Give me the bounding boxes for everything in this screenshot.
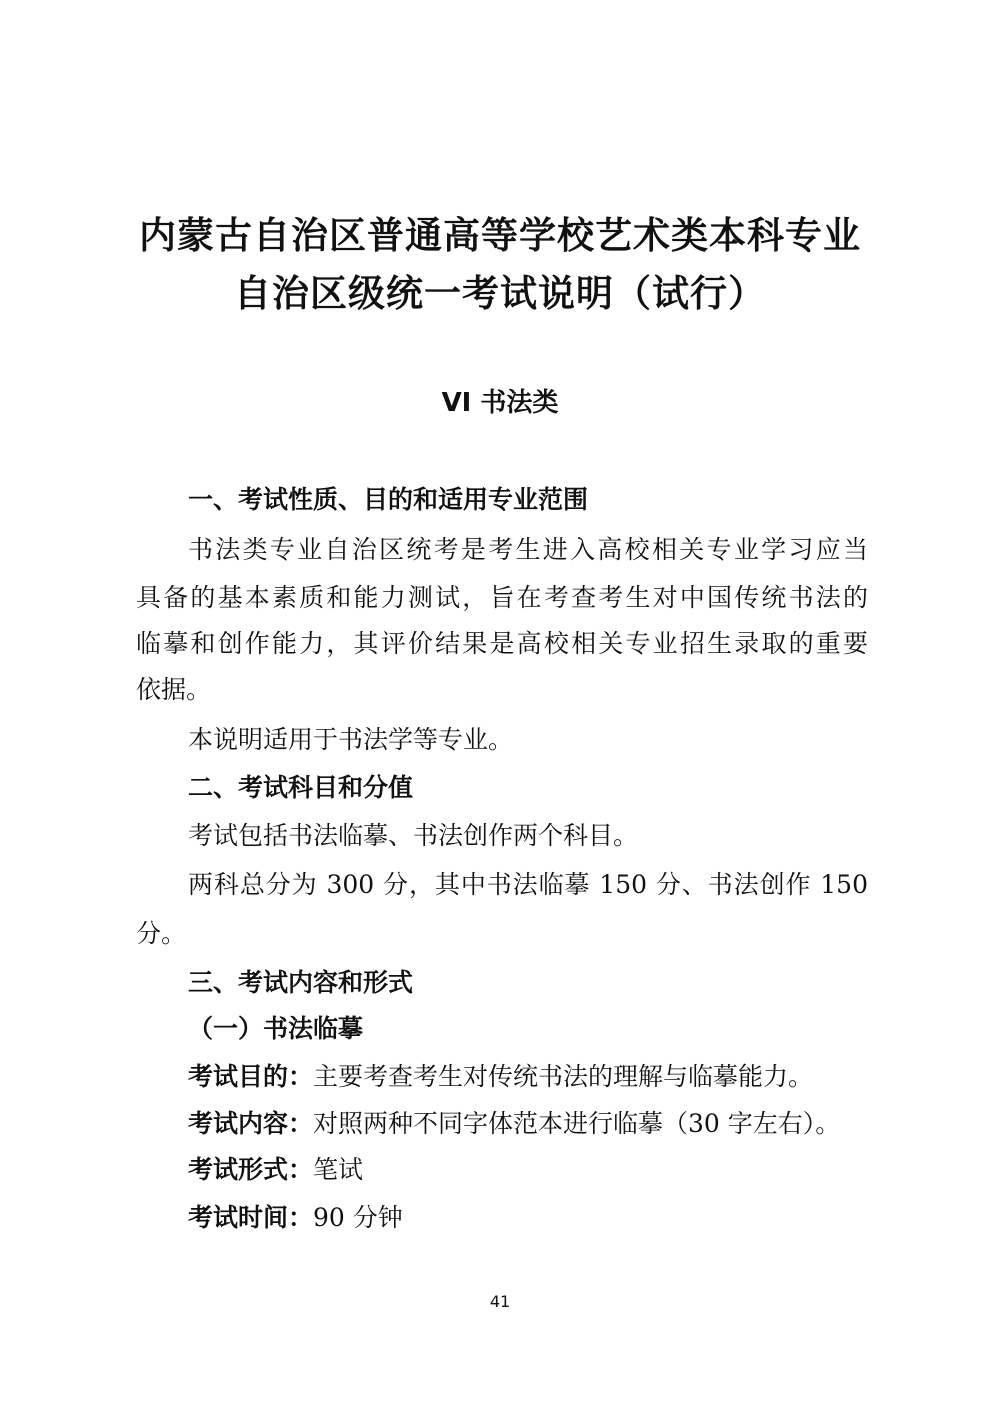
part2-para1: 考试包括书法临摹、书法创作两个科目。 bbox=[188, 821, 639, 850]
part3-subheading: （一）书法临摹 bbox=[188, 1014, 364, 1043]
part2-heading: 二、考试科目和分值 bbox=[188, 773, 414, 802]
part2-para2-line-2: 分。 bbox=[136, 919, 187, 948]
document-title-line-1: 内蒙古自治区普通高等学校艺术类本科专业 bbox=[139, 214, 861, 257]
part1-para2: 本说明适用于书法学等专业。 bbox=[188, 725, 514, 754]
exam-content-label: 考试内容： bbox=[188, 1109, 314, 1138]
exam-time-label: 考试时间： bbox=[188, 1203, 314, 1232]
exam-time-value: 90 分钟 bbox=[313, 1203, 403, 1232]
exam-content-row bbox=[188, 1108, 868, 1140]
exam-time-row bbox=[188, 1202, 868, 1234]
part3-heading: 三、考试内容和形式 bbox=[188, 968, 414, 997]
part1-heading: 一、考试性质、目的和适用专业范围 bbox=[188, 485, 589, 514]
page-number: 41 bbox=[489, 1292, 511, 1311]
exam-purpose-row bbox=[188, 1061, 868, 1093]
exam-purpose-value: 主要考查考生对传统书法的理解与临摹能力。 bbox=[313, 1062, 814, 1091]
exam-purpose-label: 考试目的： bbox=[188, 1062, 314, 1091]
document-title-line-2: 自治区级统一考试说明（试行） bbox=[234, 272, 766, 315]
exam-content-value: 对照两种不同字体范本进行临摹（30 字左右）。 bbox=[313, 1109, 841, 1138]
exam-format-value: 笔试 bbox=[313, 1155, 364, 1184]
exam-format-label: 考试形式： bbox=[188, 1155, 314, 1184]
part1-para1-line-2: 具备的基本素质和能力测试，旨在考查考生对中国传统书法的 bbox=[136, 583, 868, 612]
part1-para1-line-4: 依据。 bbox=[136, 675, 212, 704]
part2-para2-line-1: 两科总分为 300 分，其中书法临摹 150 分、书法创作 150 bbox=[188, 870, 868, 899]
part1-para1-line-3: 临摹和创作能力，其评价结果是高校相关专业招生录取的重要 bbox=[136, 629, 868, 658]
exam-format-row bbox=[188, 1154, 868, 1186]
part1-para1-line-1: 书法类专业自治区统考是考生进入高校相关专业学习应当 bbox=[188, 535, 868, 564]
section-title: VI 书法类 bbox=[441, 388, 559, 418]
